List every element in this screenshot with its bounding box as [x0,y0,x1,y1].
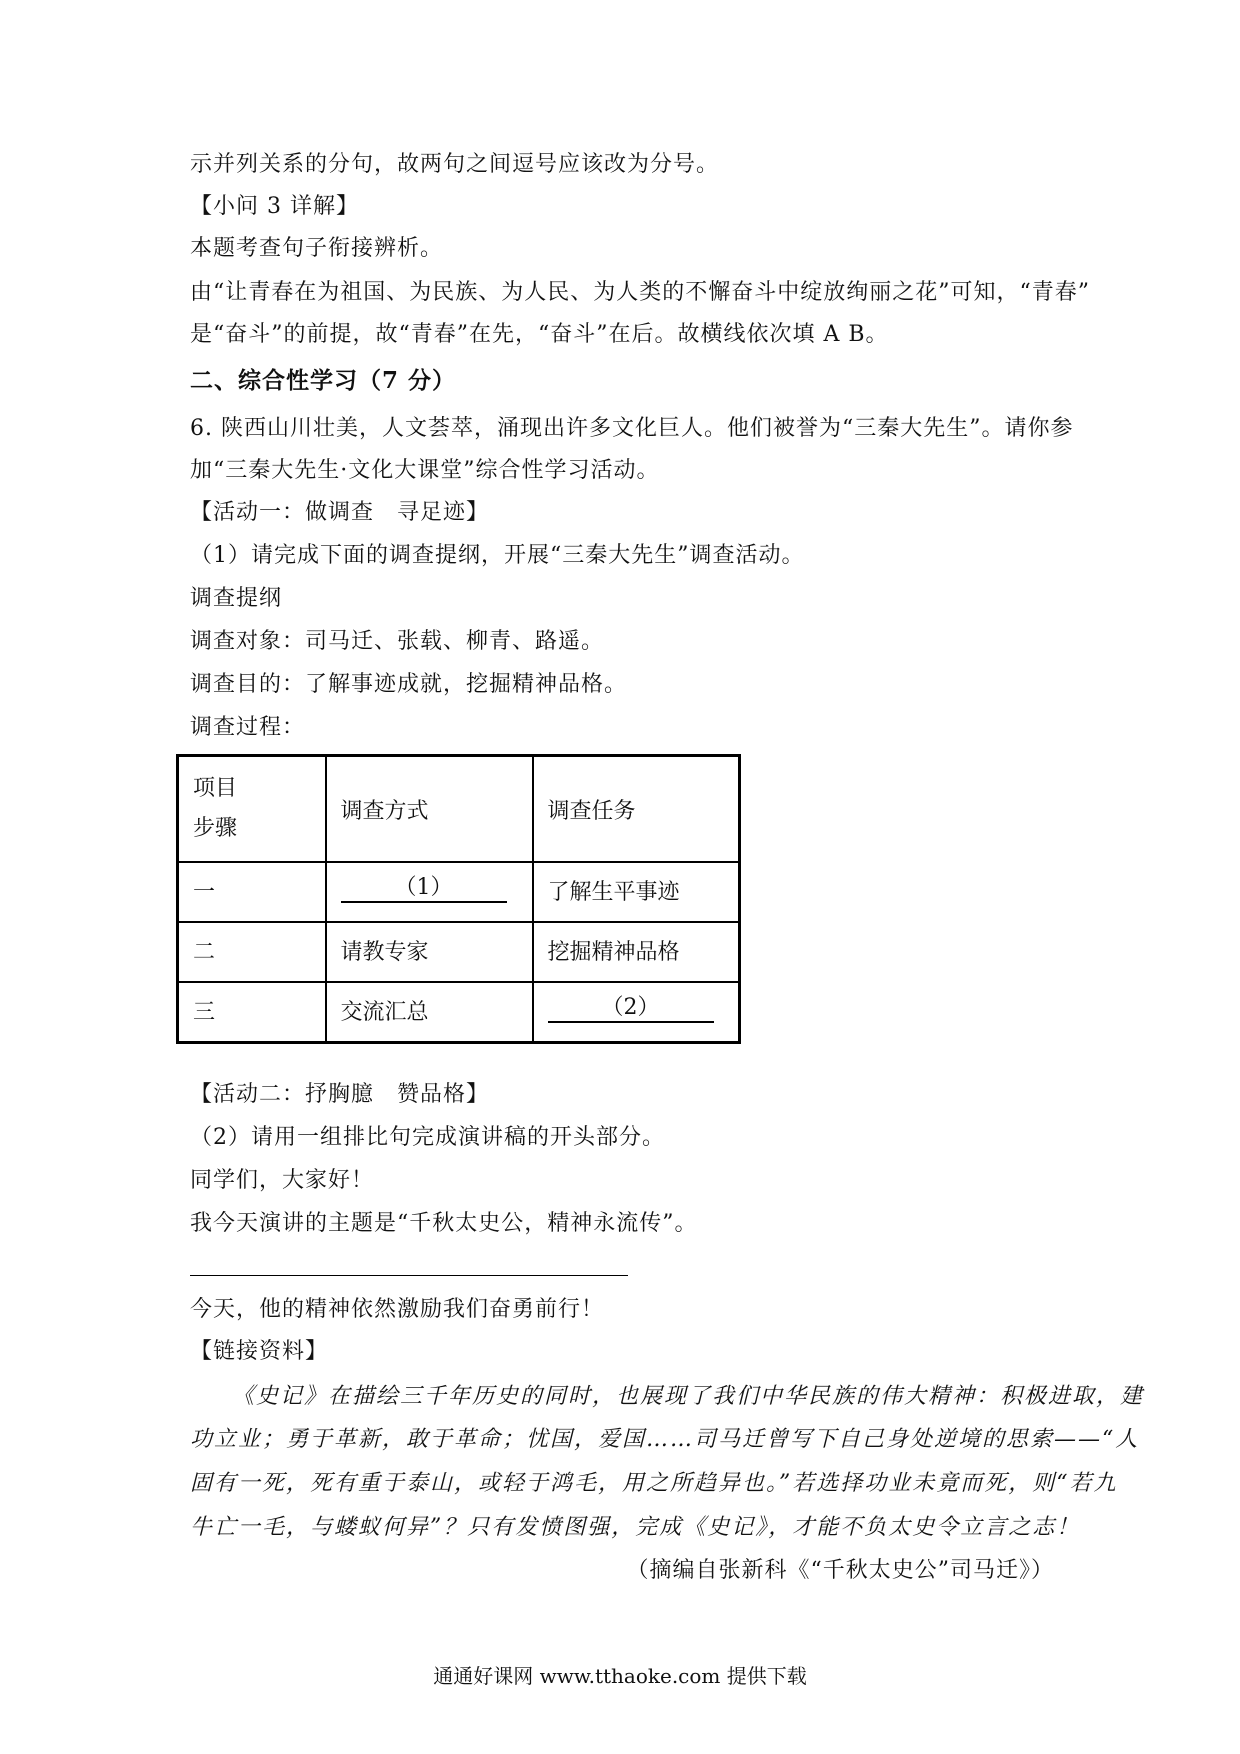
table-cell-task: 挖掘精神品格 [533,922,740,982]
table-cell-step: 三 [178,982,326,1042]
link-material-title: 【链接资料】 [190,1339,329,1364]
table-header-cell [533,756,740,863]
passage-line: 牛亡一毛，与蝼蚁何异”？只有发愤图强，完成《史记》，才能不负太史令立言之志！ [190,1515,1081,1540]
page-footer: 通通好课网 www.tthaoke.com 提供下载 [433,1664,807,1688]
table-cell-method: 请教专家 [326,922,533,982]
table-row [178,862,740,922]
outline-title: 调查提纲 [190,586,283,611]
speech-theme: 我今天演讲的主题是“千秋太史公，精神永流传”。 [190,1211,698,1236]
passage-line: 《史记》在描绘三千年历史的同时，也展现了我们中华民族的伟大精神：积极进取，建 [232,1384,1145,1409]
activity-1-title: 【活动一：做调查 寻足迹】 [190,500,490,525]
passage-source: （摘编自张新科《“千秋太史公”司马迁》） [626,1558,1054,1583]
speech-greeting: 同学们，大家好！ [190,1168,375,1193]
table-cell-step: 一 [178,862,326,922]
sub-question-1: （1）请完成下面的调查提纲，开展“三秦大先生”调查活动。 [190,543,805,568]
passage-line: 功立业；勇于革新，敢于革命；忧国，爱国……司马迁曾写下自己身处逆境的思索——“人 [190,1427,1140,1452]
answer-subheading: 【小问 3 详解】 [190,194,359,219]
table-cell-step: 二 [178,922,326,982]
table-cell-task: 了解生平事迹 [533,862,740,922]
section-heading: 二、综合性学习（7 分） [190,367,457,394]
table-cell-method: 交流汇总 [326,982,533,1042]
question-6-text: 6. 陕西山川壮美，人文荟萃，涌现出许多文化巨人。他们被誉为“三秦大先生”。请你参 [190,416,1074,441]
text-line: 示并列关系的分句，故两句之间逗号应该改为分号。 [190,152,720,177]
header-task-label: 调查任务 [547,798,636,824]
text-line: 是“奋斗”的前提，故“青春”在先，“奋斗”在后。故横线依次填 A B。 [190,322,889,347]
table-cell-method [326,862,533,922]
survey-purpose: 调查目的：了解事迹成就，挖掘精神品格。 [190,672,628,697]
fill-blank-2: （2） [548,995,714,1023]
survey-process-label: 调查过程： [190,715,306,740]
table-header-cell [178,756,326,863]
question-6-text: 加“三秦大先生·文化大课堂”综合性学习活动。 [190,458,660,483]
activity-2-title: 【活动二：抒胸臆 赞品格】 [190,1082,490,1107]
passage-line: 固有一死，死有重于泰山，或轻于鸿毛，用之所趋异也。”若选择功业未竟而死，则“若九 [190,1471,1118,1496]
survey-target: 调查对象：司马迁、张载、柳青、路遥。 [190,629,605,654]
text-line: 本题考查句子衔接辨析。 [190,236,444,261]
header-method-label: 调查方式 [340,798,429,824]
sub-question-2: （2）请用一组排比句完成演讲稿的开头部分。 [190,1125,665,1150]
text-line: 由“让青春在为祖国、为民族、为人民、为人类的不懈奋斗中绽放绚丽之花”可知，“青春” [190,280,1090,305]
table-cell-task [533,982,740,1042]
table-header-cell [326,756,533,863]
table-header-row [178,756,740,863]
table-row [178,922,740,982]
fill-blank-1: （1） [341,875,507,903]
speech-closing: 今天，他的精神依然激励我们奋勇前行！ [190,1297,605,1322]
header-step-label: 步骤 [193,816,238,841]
table-row [178,982,740,1042]
answer-line [190,1275,628,1276]
header-item-label: 项目 [193,776,238,801]
survey-table [176,754,741,1044]
